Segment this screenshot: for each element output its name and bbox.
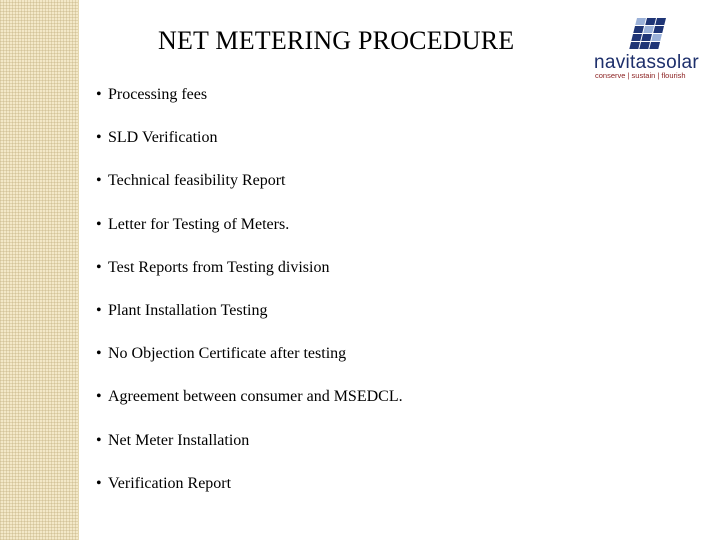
bullet-icon: •	[96, 301, 102, 319]
list-item-text: No Objection Certificate after testing	[108, 345, 347, 363]
list-item	[96, 257, 403, 300]
solar-panel-icon	[629, 18, 669, 52]
list-item-text: Technical feasibility Report	[108, 172, 286, 190]
bullet-icon: •	[96, 215, 102, 233]
list-item-text: Net Meter Installation	[108, 431, 250, 449]
logo-tagline: conserve | sustain | flourish	[595, 71, 686, 80]
list-item	[96, 430, 403, 473]
bullet-icon: •	[96, 431, 102, 449]
list-item	[96, 473, 403, 516]
bullet-icon: •	[96, 388, 102, 406]
bullet-icon: •	[96, 86, 102, 103]
page-title: NET METERING PROCEDURE	[158, 26, 515, 55]
list-item-text: SLD Verification	[108, 129, 218, 147]
bullet-icon: •	[96, 474, 102, 492]
procedure-list	[96, 84, 403, 516]
list-item-text: Letter for Testing of Meters.	[108, 215, 290, 233]
list-item-text: Test Reports from Testing division	[108, 258, 330, 276]
bullet-icon: •	[96, 129, 102, 147]
decorative-side-strip	[0, 0, 79, 540]
bullet-icon: •	[96, 172, 102, 190]
list-item-text: Verification Report	[108, 474, 232, 492]
logo-wordmark: navitassolar	[594, 52, 699, 73]
list-item-text: Agreement between consumer and MSEDCL.	[108, 388, 403, 406]
list-item	[96, 170, 403, 213]
bullet-icon: •	[96, 258, 102, 276]
bullet-icon: •	[96, 345, 102, 363]
list-item	[96, 343, 403, 386]
list-item	[96, 84, 403, 127]
list-item-text: Plant Installation Testing	[108, 301, 268, 319]
side-strip-edge	[78, 0, 79, 540]
list-item	[96, 214, 403, 257]
company-logo	[592, 18, 714, 80]
list-item	[96, 127, 403, 170]
list-item	[96, 300, 403, 343]
list-item-text: Processing fees	[108, 86, 208, 103]
list-item	[96, 386, 403, 429]
